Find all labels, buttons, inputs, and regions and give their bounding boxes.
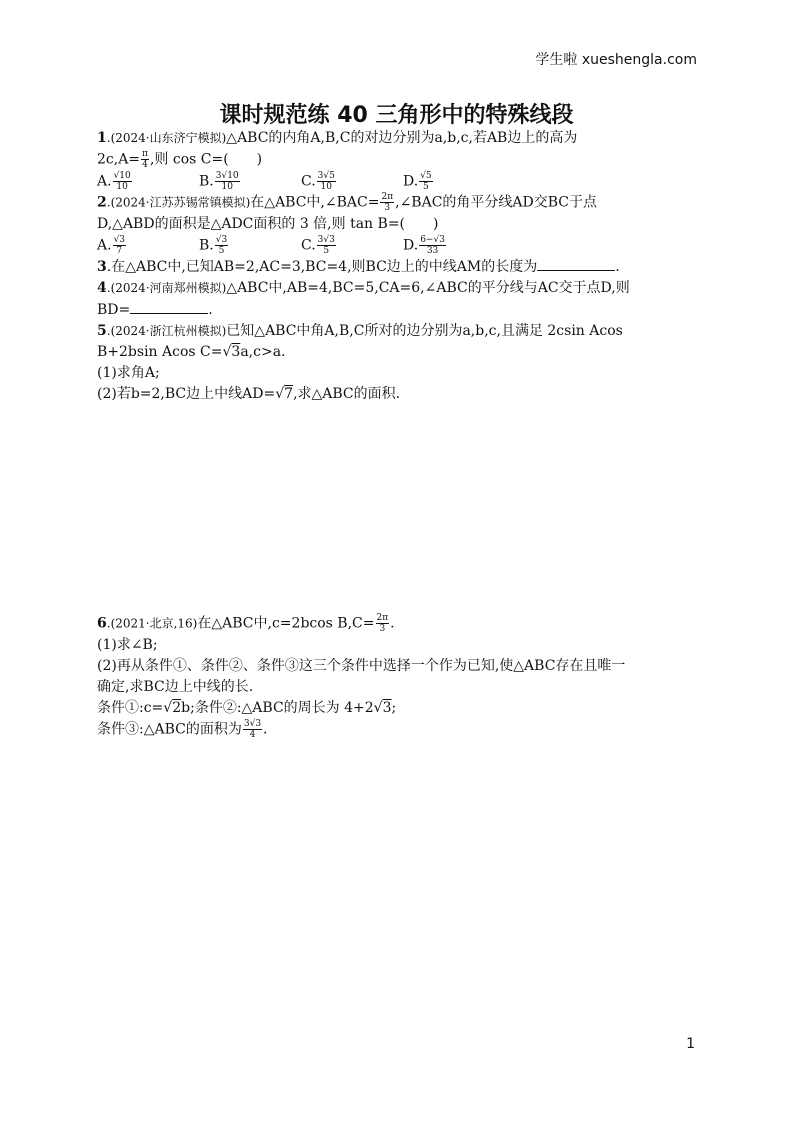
question-text: a,c>a. [240, 344, 286, 360]
question-4: 4.(2024·河南郑州模拟)△ABC中,AB=4,BC=5,CA=6,∠ABC的平分线与AC交于点D,则 BD= . [97, 280, 630, 318]
option-d: D. $\frac{√5}{5}$ [403, 170, 432, 192]
question-source: .(2024·河南郑州模拟) [106, 281, 227, 295]
option-b: B. $\frac{3√10}{10}$ [199, 170, 239, 192]
question-3: 3.在△ABC中,已知AB=2,AC=3,BC=4,则BC边上的中线AM的长度为 . [97, 256, 697, 278]
option-a: A. $\frac{√10}{10}$ [97, 170, 131, 192]
answer-options [97, 235, 697, 257]
sub-question: (1)求角A; [97, 365, 160, 381]
answer-blank[interactable] [130, 299, 208, 314]
question-text: ,则 cos C=( ) [149, 151, 263, 168]
question-text: .在△ABC中,已知AB=2,AC=3,BC=4,则BC边上的中线AM的长度为 [106, 259, 538, 275]
question-text: ,∠BAC的角平分线AD交BC于点 [395, 194, 598, 211]
question-text: △ABC中,AB=4,BC=5,CA=6,∠ABC的平分线与AC交于点D,则 [226, 280, 630, 296]
answer-space [97, 405, 697, 613]
question-source: .(2021·北京,16) [106, 616, 198, 631]
question-text: B+2bsin Acos C= [97, 344, 223, 360]
question-number: 5 [97, 323, 107, 339]
question-number: 1 [97, 130, 107, 146]
radicand: 3 [231, 344, 241, 360]
question-2 [97, 192, 697, 256]
fraction: $\frac{2\pi}{3}$ [381, 192, 394, 213]
option-c: C. $\frac{3√5}{10}$ [301, 170, 335, 192]
question-text: 2c,A= [97, 151, 141, 168]
fraction: $\frac{\pi}{4}$ [142, 149, 148, 170]
sub-question: 确定,求BC边上中线的长. [97, 678, 254, 695]
question-text: 已知△ABC中角A,B,C所对的边分别为a,b,c,且满足 2csin Acos [226, 323, 623, 339]
fraction: $\frac{2\pi}{3}$ [376, 613, 389, 634]
question-number: 3 [97, 259, 107, 275]
sub-question: (2)若b=2,BC边上中线AD=√7,求△ABC的面积. [97, 386, 401, 402]
sub-question: (1)求∠B; [97, 636, 158, 653]
question-1 [97, 128, 697, 192]
question-number: 4 [97, 280, 107, 296]
question-source: .(2024·江苏苏锡常镇模拟) [106, 195, 251, 210]
question-5: 5.(2024·浙江杭州模拟)已知△ABC中角A,B,C所对的边分别为a,b,c,且满足 2csin Acos B+2bsin Acos C=√3a,c>a. (1)求角A; (2)若b=2,BC边上中线AD=√7,求△ABC的面积. [97, 321, 697, 405]
page-title: 课时规范练 40 三角形中的特殊线段 [219, 103, 574, 128]
question-number: 6 [97, 615, 107, 632]
problem-list [97, 128, 697, 740]
question-text: △ABC的内角A,B,C的对边分别为a,b,c,若AB边上的高为 [226, 130, 578, 146]
question-text: 在△ABC中,∠BAC= [250, 194, 380, 211]
question-6: 6.(2021·北京,16)在△ABC中,c=2bcos B,C= $\frac{2\pi}{3}$ . (1)求∠B; (2)再从条件①、条件②、条件③这三个条件中选择一个作为已知,使△ABC存在且唯一 确定,求BC边上中线的长. 条件①:c=√2b;条件②:△ABC的周长为 4+2√3; 条件③:△ABC的面积为 $\frac{3√3}{4}$ . [97, 613, 697, 740]
question-text: 在△ABC中,c=2bcos B,C= [197, 615, 375, 632]
sub-question: (2)再从条件①、条件②、条件③这三个条件中选择一个作为已知,使△ABC存在且唯一 [97, 657, 626, 674]
condition-line: 条件①:c=√2b;条件②:△ABC的周长为 4+2√3; [97, 699, 397, 716]
option-b: B. $\frac{√3}{5}$ [199, 234, 228, 256]
option-a: A. $\frac{√3}{7}$ [97, 234, 126, 256]
question-source: .(2024·山东济宁模拟) [106, 131, 227, 145]
condition-line: 条件③:△ABC的面积为 $\frac{3√3}{4}$ . [97, 718, 268, 740]
site-header: 学生啦 xueshengla.com [535, 52, 697, 68]
page-number: 1 [686, 1036, 695, 1052]
answer-options [97, 171, 697, 193]
question-text: BD= [97, 302, 131, 318]
question-text: D,△ABD的面积是△ADC面积的 3 倍,则 tan B=( ) [97, 215, 439, 232]
option-c: C. $\frac{3√3}{5}$ [301, 234, 335, 256]
question-source: .(2024·浙江杭州模拟) [106, 324, 227, 338]
question-number: 2 [97, 194, 107, 211]
fraction: $\frac{3√3}{4}$ [243, 718, 262, 740]
answer-blank[interactable] [537, 256, 615, 271]
option-d: D. $\frac{6-√3}{33}$ [403, 234, 445, 256]
